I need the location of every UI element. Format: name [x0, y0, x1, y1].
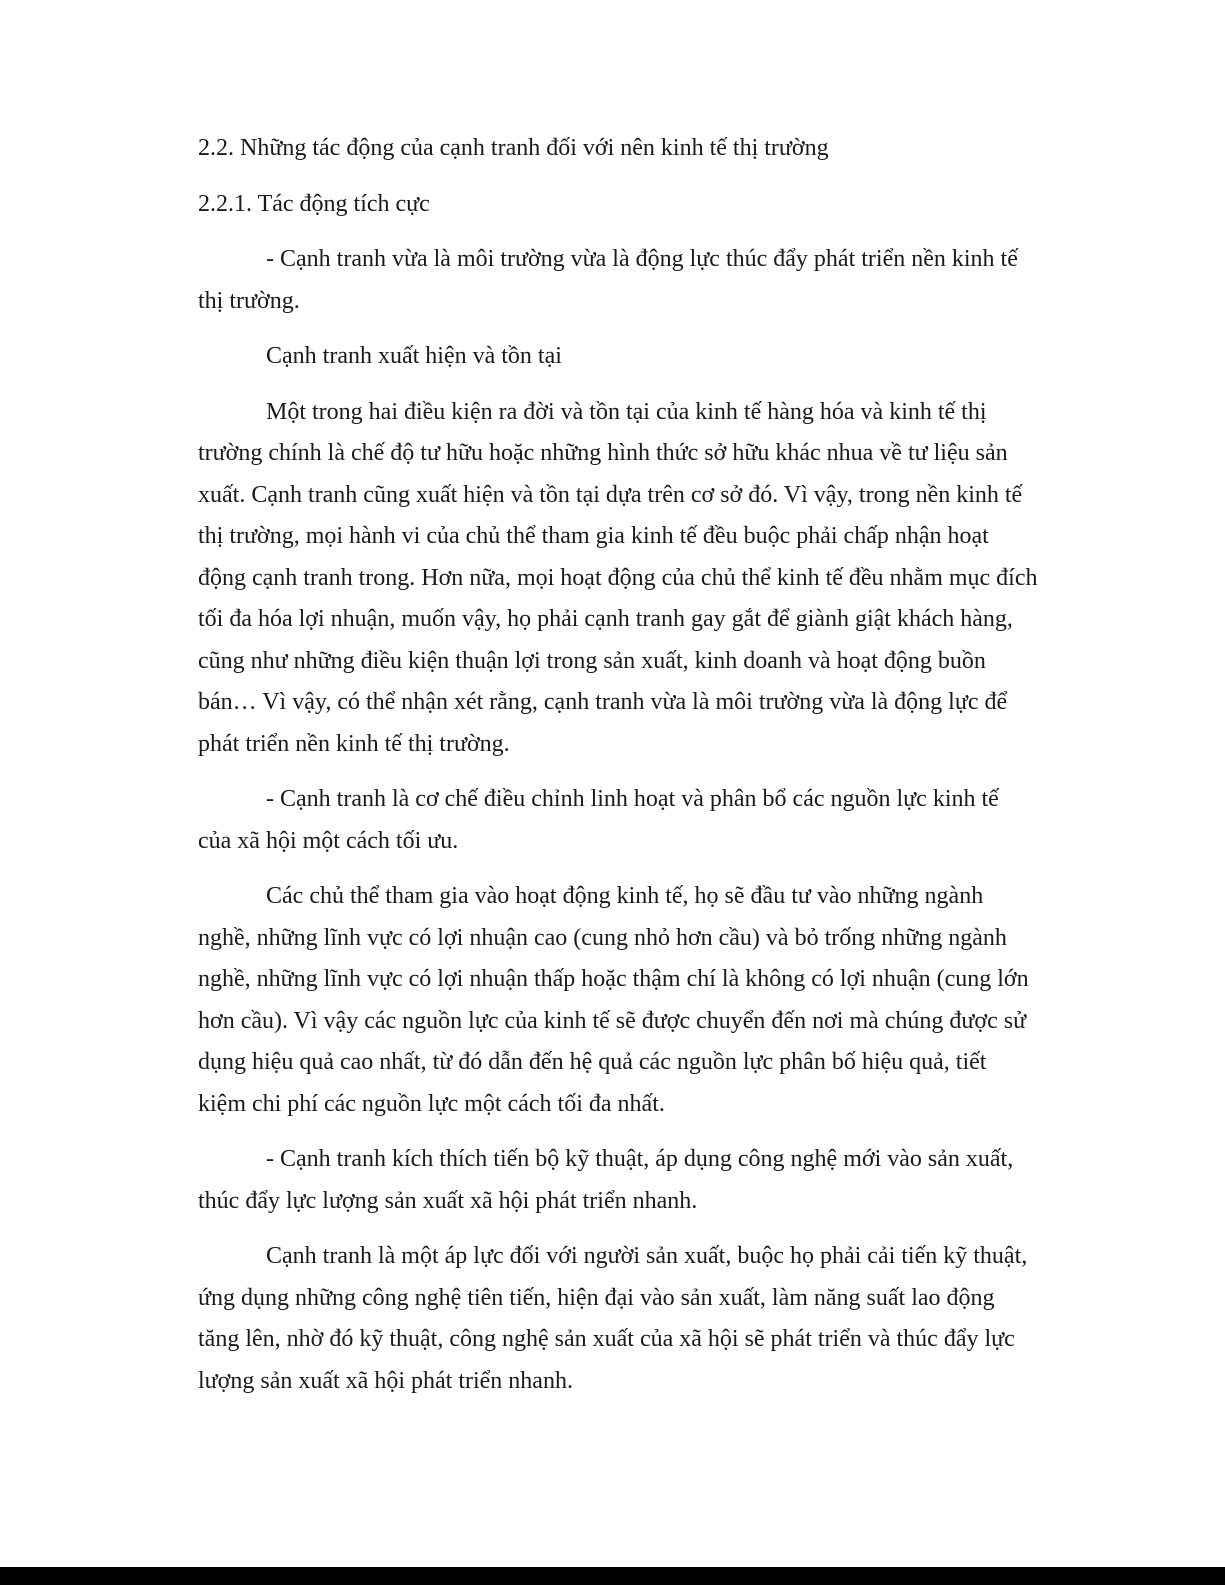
- paragraph-6: - Cạnh tranh kích thích tiến bộ kỹ thuật, áp dụng công nghệ mới vào sản xuất, thúc đẩy lực lượng sản xuất xã hội phát triển nhanh.: [198, 1146, 1014, 1214]
- page-bottom-border: [0, 1567, 1225, 1585]
- document-page: [198, 128, 1038, 1416]
- paragraph-2: Cạnh tranh xuất hiện và tồn tại: [266, 343, 562, 369]
- paragraph-1: - Cạnh tranh vừa là môi trường vừa là động lực thúc đẩy phát triển nền kinh tế thị trường.: [198, 246, 1018, 314]
- paragraph-4: - Cạnh tranh là cơ chế điều chỉnh linh hoạt và phân bổ các nguồn lực kinh tế của xã hội một cách tối ưu.: [198, 786, 999, 854]
- paragraph-5: Các chủ thể tham gia vào hoạt động kinh tế, họ sẽ đầu tư vào những ngành nghề, những lĩnh vực có lợi nhuận cao (cung nhỏ hơn cầu) và bỏ trống những ngành nghề, những lĩnh vực có lợi nhuận thấp hoặc thậm chí là không có lợi nhuận (cung lớn hơn cầu). Vì vậy các nguồn lực của kinh tế sẽ được chuyển đến nơi mà chúng được sử dụng hiệu quả cao nhất, từ đó dẫn đến hệ quả các nguồn lực phân bố hiệu quả, tiết kiệm chi phí các nguồn lực một cách tối đa nhất.: [198, 883, 1029, 1117]
- subsection-heading: 2.2.1. Tác động tích cực: [198, 190, 430, 217]
- paragraph-3: Một trong hai điều kiện ra đời và tồn tại của kinh tế hàng hóa và kinh tế thị trường chính là chế độ tư hữu hoặc những hình thức sở hữu khác nhua về tư liệu sản xuất. Cạnh tranh cũng xuất hiện và tồn tại dựa trên cơ sở đó. Vì vậy, trong nền kinh tế thị trường, mọi hành vi của chủ thể tham gia kinh tế đều buộc phải chấp nhận hoạt động cạnh tranh trong. Hơn nữa, mọi hoạt động của chủ thể kinh tế đều nhằm mục đích tối đa hóa lợi nhuận, muốn vậy, họ phải cạnh tranh gay gắt để giành giật khách hàng, cũng như những điều kiện thuận lợi trong sản xuất, kinh doanh và hoạt động buồn bán… Vì vậy, có thể nhận xét rằng, cạnh tranh vừa là môi trường vừa là động lực để phát triển nền kinh tế thị trường.: [198, 398, 1038, 757]
- section-heading: 2.2. Những tác động của cạnh tranh đối với nên kinh tế thị trường: [198, 135, 829, 161]
- paragraph-7: Cạnh tranh là một áp lực đối với người sản xuất, buộc họ phải cải tiến kỹ thuật, ứng dụng những công nghệ tiên tiến, hiện đại vào sản xuất, làm năng suất lao động tăng lên, nhờ đó kỹ thuật, công nghệ sản xuất của xã hội sẽ phát triển và thúc đẩy lực lượng sản xuất xã hội phát triển nhanh.: [198, 1243, 1028, 1394]
